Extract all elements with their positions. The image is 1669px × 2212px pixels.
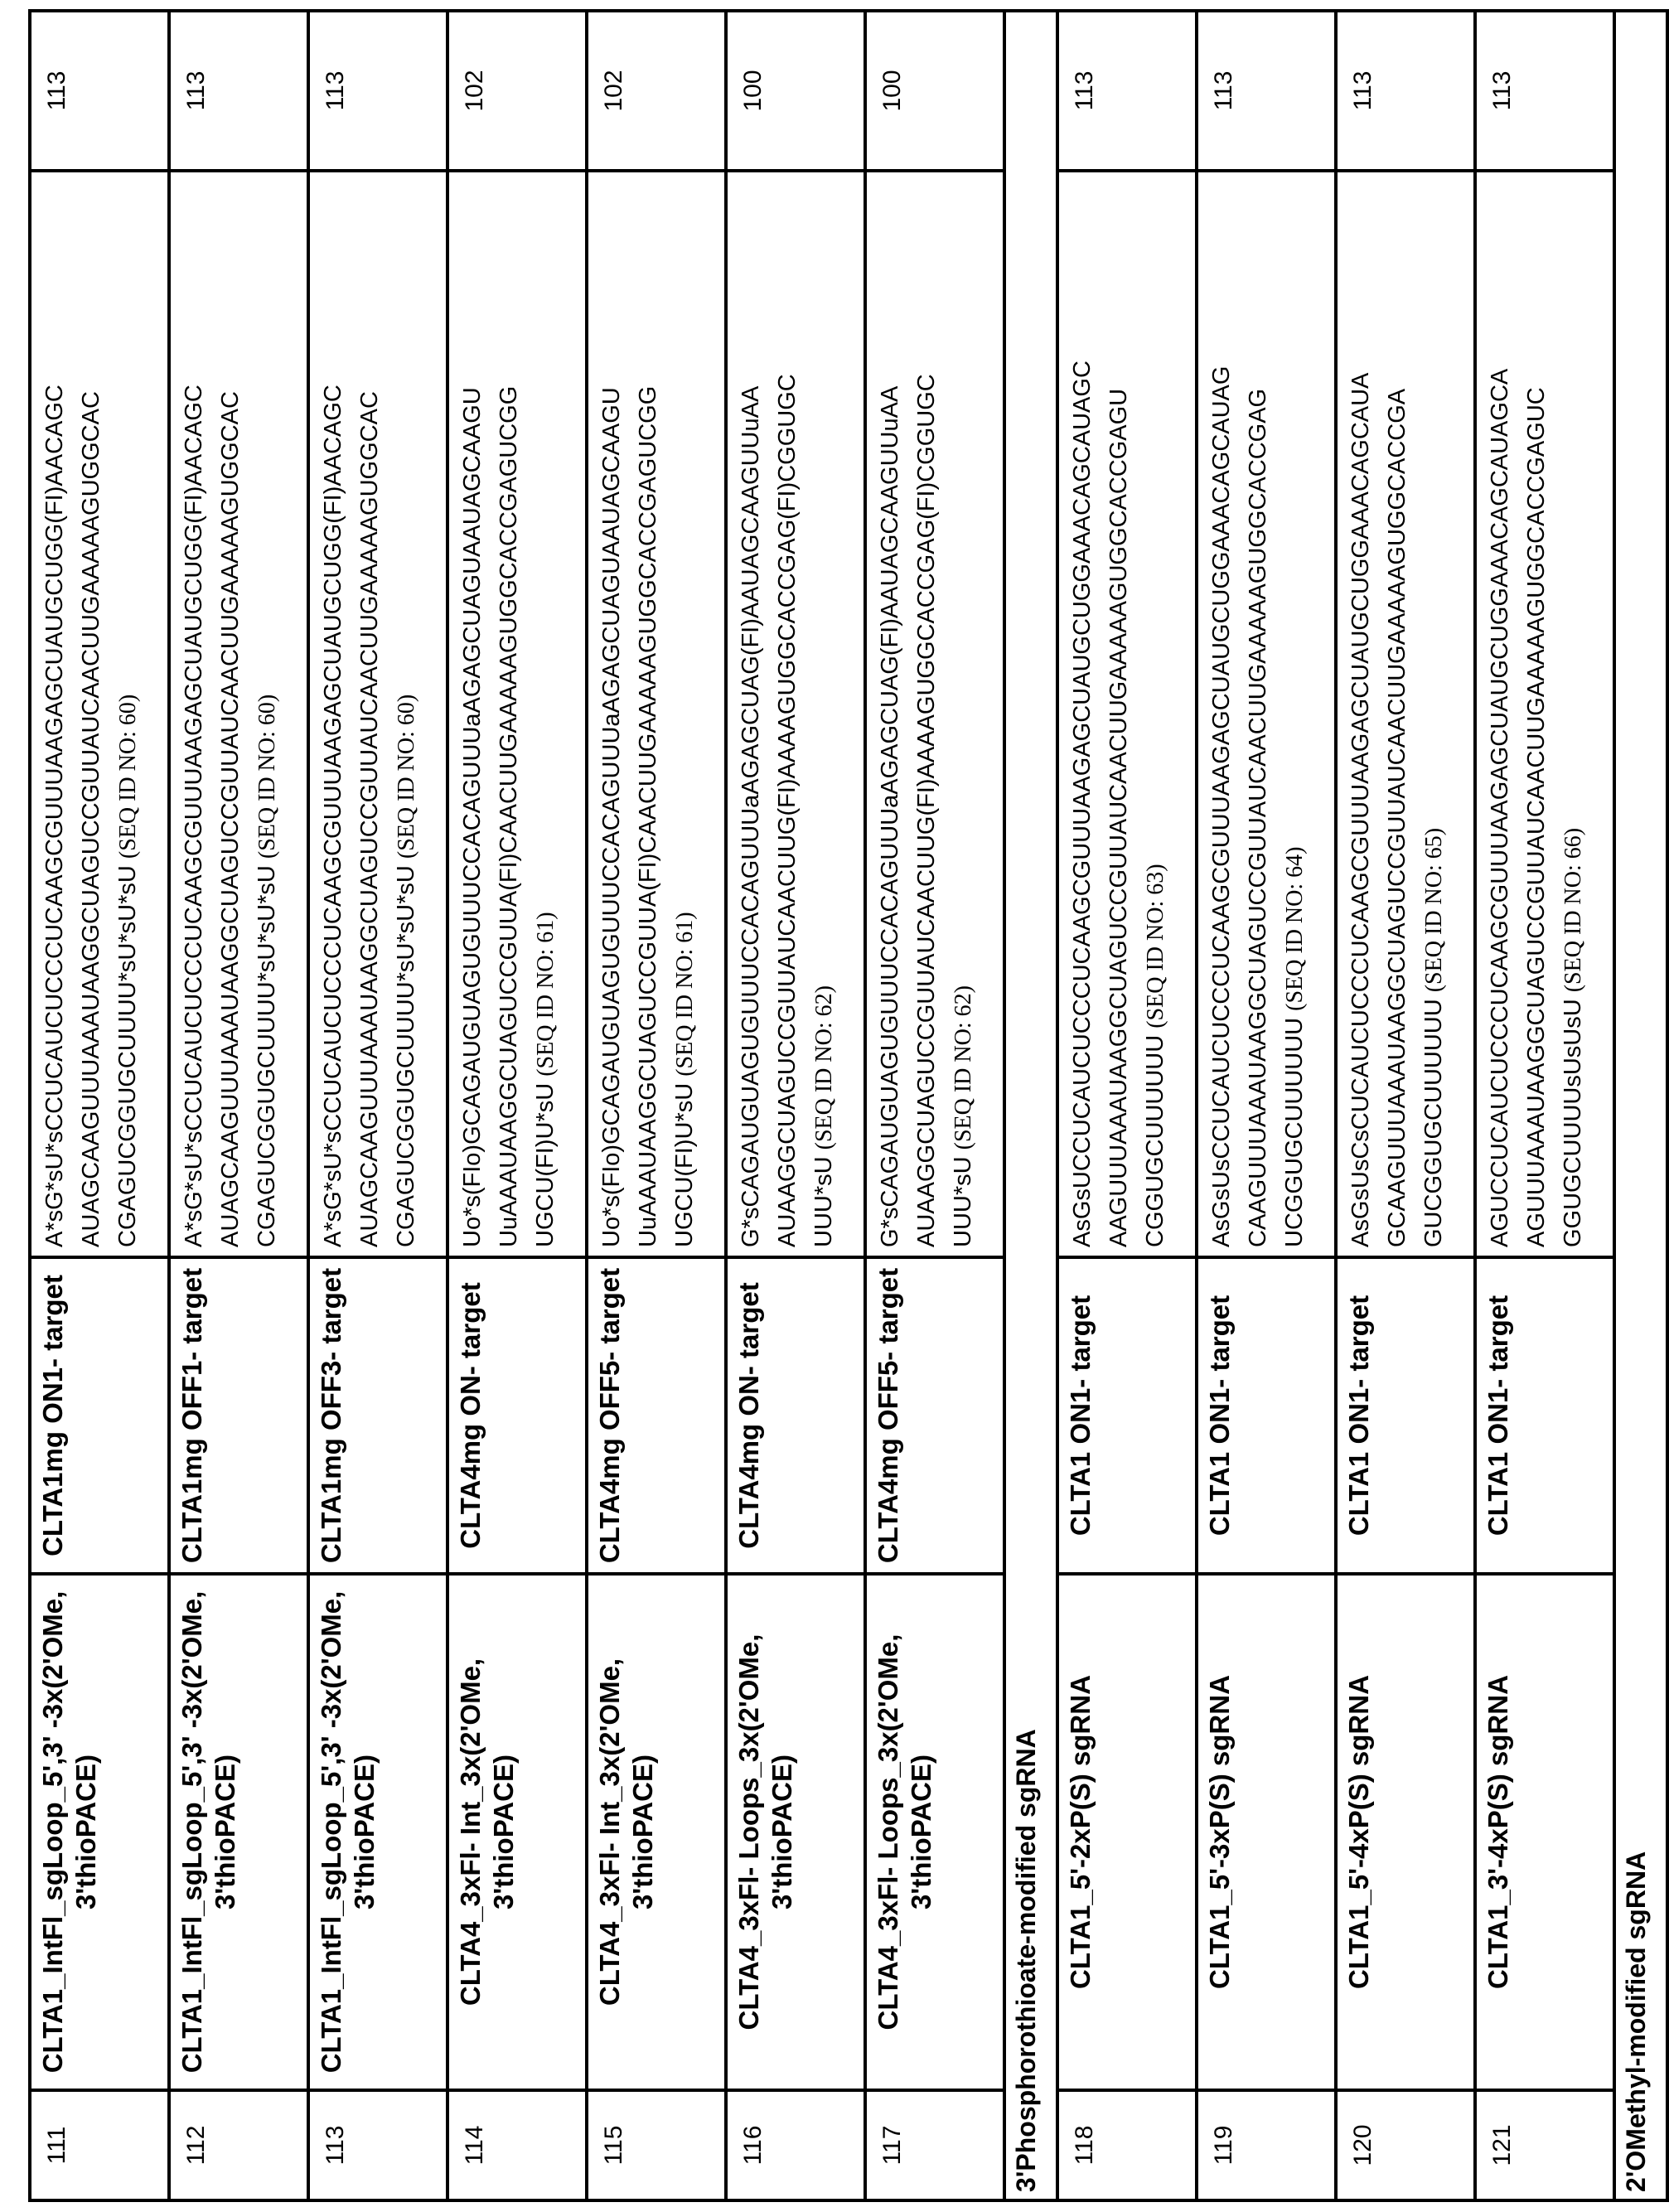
sequence-line xyxy=(491,181,527,1247)
sequence-line xyxy=(1379,181,1415,1247)
table-row xyxy=(30,11,169,2200)
sgrna-number: 120 xyxy=(1336,2090,1475,2200)
seq-id: (SEQ ID NO: 62) xyxy=(811,985,837,1150)
sgrna-name: CLTA4_3xFl- Int_3x(2'OMe, 3'thioPACE) xyxy=(447,1574,587,2090)
sequence-text: AUAAGGCUAGUCCGUUAUCAACUUG(FI)AAAAGUGGCACCGAG(FI)CGGUGC xyxy=(913,374,940,1247)
sequence xyxy=(865,171,1004,1257)
target-name: CLTA1mg OFF1- target xyxy=(169,1257,308,1574)
target-name: CLTA1 ON1- target xyxy=(1475,1257,1614,1574)
target-name: CLTA4mg OFF5- target xyxy=(587,1257,726,1574)
sgrna-name: CLTA1_5'-3xP(S) sgRNA xyxy=(1197,1574,1336,2090)
sequence xyxy=(1057,171,1197,1257)
sequence-line xyxy=(872,181,908,1247)
sequence-line xyxy=(805,181,843,1247)
sequence-text: CGGUGCUUUUUU xyxy=(1142,1035,1168,1247)
sequence-length: 100 xyxy=(865,11,1004,171)
target-name: CLTA4mg ON- target xyxy=(447,1257,587,1574)
section-title: 3'Phosphorothioate-modified sgRNA xyxy=(1004,11,1057,2200)
table-row xyxy=(1197,11,1336,2200)
sgrna-name: CLTA4_3xFl- Int_3x(2'OMe, 3'thioPACE) xyxy=(587,1574,726,2090)
sequence-text: Uo*s(FIo)GCAGAUGUAGUGUUUCCACAGUUUaAGAGCUAGUAAUAGCAAGU xyxy=(459,387,486,1247)
table-row xyxy=(447,11,587,2200)
table-row xyxy=(308,11,447,2200)
table-row xyxy=(1475,11,1614,2200)
sequence-text: GGUGCUUUUsUsUsU xyxy=(1560,999,1586,1247)
sequence xyxy=(169,171,308,1257)
seq-id: (SEQ ID NO: 65) xyxy=(1421,828,1447,992)
sequence-text: AUAGCAAGUUUAAAUAAGGCUAGUCCGUUAUCAACUUGAAAAAGUGGCAC xyxy=(356,391,383,1247)
target-name: CLTA1mg ON1- target xyxy=(30,1257,169,1574)
sequence xyxy=(308,171,447,1257)
sequence-text: CGAGUCGGUGCUUUU*sU*sU*sU xyxy=(114,865,141,1247)
seq-id: (SEQ ID NO: 60) xyxy=(394,695,419,859)
section-title: 2'OMethyl-modified sgRNA xyxy=(1614,11,1667,2200)
sequence xyxy=(1197,171,1336,1257)
seq-id: (SEQ ID NO: 64) xyxy=(1282,847,1308,1011)
sequence-text: AGUUUAAAUAAGGCUAGUCCGUUAUCAACUUGAAAAAGUGGCACCGAGUC xyxy=(1523,387,1550,1247)
sequence-text: Uo*s(FIo)GCAGAUGUAGUGUUUCCACAGUUUaAGAGCUAGUAAUAGCAAGU xyxy=(598,387,625,1247)
sequence-line xyxy=(1137,181,1174,1247)
sequence-text: AUAAGGCUAGUCCGUUAUCAACUUG(FI)AAAAGUGGCACCGAG(FI)CGGUGC xyxy=(774,374,801,1247)
sequence-length: 102 xyxy=(447,11,587,171)
sequence-text: A*sG*sU*sCCUCAUCUCCCUCAAGCGUUUAAGAGCUAUGCUGG(FI)AACAGC xyxy=(41,385,68,1247)
seq-id: (SEQ ID NO: 62) xyxy=(951,985,976,1150)
sequence-length: 113 xyxy=(169,11,308,171)
sequence-line xyxy=(1203,181,1240,1247)
sequence-text: G*sCAGAUGUAGUGUUUCCACAGUUUaAGAGCUAG(FI)AAUAGCAAGUUuAA xyxy=(738,386,764,1247)
sequence-line xyxy=(1240,181,1276,1247)
sequence-line xyxy=(908,181,945,1247)
sequence-text: AUAGCAAGUUUAAAUAAGGCUAGUCCGUUAUCAACUUGAAAAAGUGGCAC xyxy=(217,391,244,1247)
sequence-length: 113 xyxy=(1336,11,1475,171)
sequence-text: A*sG*sU*sCCUCAUCUCCCUCAAGCGUUUAAGAGCUAUGCUGG(FI)AACAGC xyxy=(181,385,207,1247)
target-name: CLTA1 ON1- target xyxy=(1336,1257,1475,1574)
sgrna-name: CLTA1_IntFl_sgLoop_5',3' -3x(2'OMe, 3'thioPACE) xyxy=(169,1574,308,2090)
table-row xyxy=(726,11,865,2200)
sequence-line xyxy=(315,181,351,1247)
sgrna-name: CLTA4_3xFl- Loops_3x(2'OMe, 3'thioPACE) xyxy=(726,1574,865,2090)
sequence xyxy=(1336,171,1475,1257)
sequence-line xyxy=(733,181,769,1247)
sequence-length: 113 xyxy=(1057,11,1197,171)
sequence-line xyxy=(1415,181,1453,1247)
seq-id: (SEQ ID NO: 66) xyxy=(1560,828,1586,992)
seq-id: (SEQ ID NO: 60) xyxy=(254,695,280,859)
sequence-line xyxy=(176,181,212,1247)
target-name: CLTA4mg ON- target xyxy=(726,1257,865,1574)
sgrna-number: 117 xyxy=(865,2090,1004,2200)
sequence-text: CGAGUCGGUGCUUUU*sU*sU*sU xyxy=(393,865,419,1247)
sequence-line xyxy=(1518,181,1555,1247)
sgrna-number: 111 xyxy=(30,2090,169,2200)
sgrna-name: CLTA4_3xFl- Loops_3x(2'OMe, 3'thioPACE) xyxy=(865,1574,1004,2090)
sequence-line xyxy=(769,181,805,1247)
sequence-text: AsGsUCCUCAUCUCCCUCAAGCGUUUAAGAGCUAUGCUGGAAACAGCAUAGC xyxy=(1069,361,1096,1247)
section-header xyxy=(1004,11,1057,2200)
target-name: CLTA1mg OFF3- target xyxy=(308,1257,447,1574)
sequence-line xyxy=(36,181,73,1247)
sequence-line xyxy=(109,181,147,1247)
sequence-text: AAGUUUAAAUAAGGCUAGUCCGUUAUCAACUUGAAAAAGUGGCACCGAGU xyxy=(1105,389,1132,1247)
seq-id: (SEQ ID NO: 61) xyxy=(533,912,559,1076)
table-row xyxy=(1336,11,1475,2200)
sequence-line xyxy=(1482,181,1518,1247)
sequence-line xyxy=(527,181,564,1247)
sgrna-name: CLTA1_5'-4xP(S) sgRNA xyxy=(1336,1574,1475,2090)
sequence-length: 113 xyxy=(1197,11,1336,171)
sgrna-name: CLTA1_IntFl_sgLoop_5',3' -3x(2'OMe, 3'thioPACE) xyxy=(308,1574,447,2090)
sequence-text: AGUCCUCAUCUCCCUCAAGCGUUUAAGAGCUAUGCUGGAAACAGCAUAGCA xyxy=(1487,369,1513,1247)
sequence xyxy=(726,171,865,1257)
sequence-line xyxy=(1342,181,1379,1247)
sgrna-name: CLTA1_3'-4xP(S) sgRNA xyxy=(1475,1574,1614,2090)
seq-id: (SEQ ID NO: 60) xyxy=(115,695,141,859)
sequence-line xyxy=(1276,181,1313,1247)
section-header xyxy=(1614,11,1667,2200)
sequence-text: UGCU(FI)U*sU xyxy=(532,1083,559,1247)
sgrna-number: 116 xyxy=(726,2090,865,2200)
sequence-length: 113 xyxy=(308,11,447,171)
target-name: CLTA1 ON1- target xyxy=(1197,1257,1336,1574)
sequence-text: UCGGUGCUUUUUU xyxy=(1281,1018,1308,1247)
sgrna-number: 115 xyxy=(587,2090,726,2200)
sgrna-number: 113 xyxy=(308,2090,447,2200)
table-row xyxy=(587,11,726,2200)
sequence-text: CGAGUCGGUGCUUUU*sU*sU*sU xyxy=(254,865,280,1247)
sequence-line xyxy=(1101,181,1137,1247)
sgrna-number: 114 xyxy=(447,2090,587,2200)
sequence-length: 113 xyxy=(30,11,169,171)
sequence-text: AsGsUsCCUCAUCUCCCUCAAGCGUUUAAGAGCUAUGCUGGAAACAGCAUAG xyxy=(1208,366,1235,1247)
rotated-page xyxy=(0,0,1615,2212)
sequence xyxy=(30,171,169,1257)
sequence-line xyxy=(388,181,425,1247)
target-name: CLTA4mg OFF5- target xyxy=(865,1257,1004,1574)
sequence-line xyxy=(945,181,982,1247)
sgrna-table xyxy=(28,9,1669,2202)
sequence-text: AsGsUsCsCUCAUCUCCCUCAAGCGUUUAAGAGCUAUGCUGGAAACAGCAUA xyxy=(1347,373,1374,1247)
sgrna-name: CLTA1_5'-2xP(S) sgRNA xyxy=(1057,1574,1197,2090)
sequence-text: CAAGUUUAAAUAAGGCUAGUCCGUUAUCAACUUGAAAAAGUGGCACCGAG xyxy=(1245,389,1271,1247)
sequence-text: AUAGCAAGUUUAAAUAAGGCUAGUCCGUUAUCAACUUGAAAAAGUGGCAC xyxy=(78,391,104,1247)
sequence-text: UuAAAUAAGGCUAGUCCGUUA(FI)CAACUUGAAAAAGUGGCACCGAGUCGG xyxy=(496,386,522,1247)
sequence-length: 100 xyxy=(726,11,865,171)
sgrna-number: 121 xyxy=(1475,2090,1614,2200)
sequence-text: UUU*sU xyxy=(950,1156,976,1247)
sgrna-number: 118 xyxy=(1057,2090,1197,2200)
table-row xyxy=(865,11,1004,2200)
sequence-line xyxy=(73,181,109,1247)
target-name: CLTA1 ON1- target xyxy=(1057,1257,1197,1574)
sequence-line xyxy=(593,181,630,1247)
sequence-text: G*sCAGAUGUAGUGUUUCCACAGUUUaAGAGCUAG(FI)AAUAGCAAGUUuAA xyxy=(877,386,903,1247)
sequence-line xyxy=(351,181,388,1247)
sequence-text: GCAAGUUUAAAUAAGGCUAGUCCGUUAUCAACUUGAAAAAGUGGCACCGA xyxy=(1384,389,1410,1247)
sequence-length: 113 xyxy=(1475,11,1614,171)
sequence-text: GUCGGUGCUUUUUU xyxy=(1420,999,1447,1247)
sgrna-number: 119 xyxy=(1197,2090,1336,2200)
sequence-line xyxy=(1555,181,1592,1247)
seq-id: (SEQ ID NO: 61) xyxy=(672,912,698,1076)
sgrna-number: 112 xyxy=(169,2090,308,2200)
sequence-length: 102 xyxy=(587,11,726,171)
sequence-line xyxy=(1064,181,1101,1247)
sequence-text: A*sG*sU*sCCUCAUCUCCCUCAAGCGUUUAAGAGCUAUGCUGG(FI)AACAGC xyxy=(320,385,346,1247)
sequence-text: UuAAAUAAGGCUAGUCCGUUA(FI)CAACUUGAAAAAGUGGCACCGAGUCGG xyxy=(635,386,661,1247)
sequence xyxy=(1475,171,1614,1257)
seq-id: (SEQ ID NO: 63) xyxy=(1143,864,1168,1028)
sequence-line xyxy=(212,181,249,1247)
sequence-text: UGCU(FI)U*sU xyxy=(671,1083,698,1247)
sequence-line xyxy=(454,181,491,1247)
sequence xyxy=(587,171,726,1257)
sequence-text: UUU*sU xyxy=(810,1156,837,1247)
table-row xyxy=(1057,11,1197,2200)
sequence-line xyxy=(630,181,666,1247)
sequence-line xyxy=(666,181,704,1247)
sgrna-name: CLTA1_IntFl_sgLoop_5',3' -3x(2'OMe, 3'thioPACE) xyxy=(30,1574,169,2090)
table-row xyxy=(169,11,308,2200)
sequence xyxy=(447,171,587,1257)
sequence-line xyxy=(249,181,286,1247)
